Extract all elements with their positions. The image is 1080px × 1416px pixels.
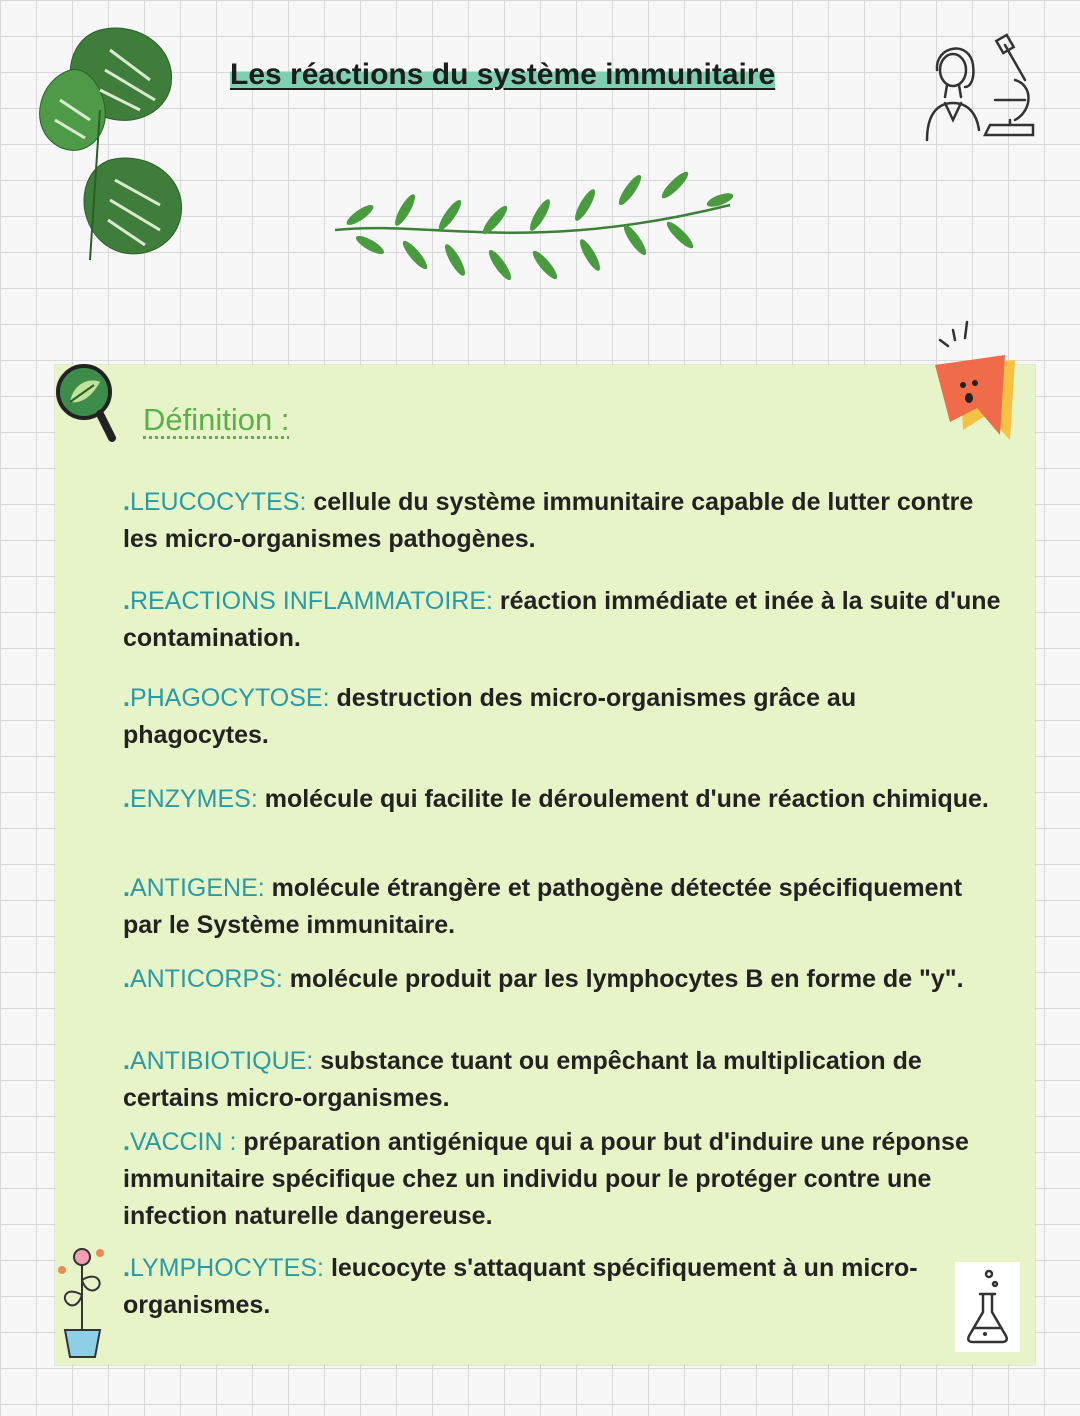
definition-item: .LEUCOCYTES: cellule du système immunitaire capable de lutter contre les micro-organismes pathogènes. bbox=[123, 488, 974, 553]
definition-item: .ANTICORPS: molécule produit par les lymphocytes B en forme de "y". bbox=[123, 965, 964, 993]
definition-text: molécule étrangère et pathogène détectée spécifiquement par le Système immunitaire. bbox=[123, 874, 963, 939]
definition-text: substance tuant ou empêchant la multiplication de certains micro-organismes. bbox=[123, 1047, 922, 1112]
definition-text: molécule produit par les lymphocytes B en forme de "y". bbox=[289, 965, 964, 993]
flask-icon bbox=[955, 1262, 1020, 1352]
surprised-bookmark-icon bbox=[915, 310, 1025, 450]
definition-term: LYMPHOCYTES bbox=[129, 1254, 318, 1282]
definition-item: .ANTIGENE: molécule étrangère et pathogène détectée spécifiquement par le Système immunitaire. bbox=[123, 874, 963, 939]
potted-flower-icon bbox=[50, 1235, 115, 1360]
monstera-leaf-icon bbox=[30, 10, 190, 270]
page-title: Les réactions du système immunitaire bbox=[230, 58, 776, 91]
definition-item: .ANTIBIOTIQUE: substance tuant ou empêchant la multiplication de certains micro-organismes. bbox=[123, 1047, 922, 1112]
definition-text: destruction des micro-organismes grâce au phagocytes. bbox=[123, 684, 857, 749]
definition-text: réaction immédiate et inée à la suite d'une contamination. bbox=[123, 587, 1001, 652]
definition-item: .REACTIONS INFLAMMATOIRE: réaction immédiate et inée à la suite d'une contamination. bbox=[123, 587, 1001, 652]
definition-term: ENZYMES bbox=[129, 785, 251, 813]
definition-term: PHAGOCYTOSE bbox=[129, 684, 323, 712]
definition-item: .VACCIN : préparation antigénique qui a pour but d'induire une réponse immunitaire spécifique chez un individu pour le protéger contre une infection naturelle dangereuse. bbox=[123, 1128, 969, 1230]
definition-text: cellule du système immunitaire capable de lutter contre les micro-organismes pathogènes. bbox=[123, 488, 974, 553]
definition-term: LEUCOCYTES bbox=[129, 488, 300, 516]
definition-term: VACCIN bbox=[129, 1128, 223, 1156]
definition-term: ANTIBIOTIQUE bbox=[129, 1047, 307, 1075]
definition-item: .ENZYMES: molécule qui facilite le déroulement d'une réaction chimique. bbox=[123, 785, 989, 813]
definition-term: REACTIONS INFLAMMATOIRE bbox=[129, 587, 487, 615]
scientist-microscope-icon bbox=[915, 25, 1040, 150]
magnifier-leaf-icon bbox=[52, 360, 122, 445]
definition-text: leucocyte s'attaquant spécifiquement à un micro-organismes. bbox=[123, 1254, 918, 1319]
definition-text: préparation antigénique qui a pour but d'induire une réponse immunitaire spécifique chez un individu pour le protéger contre une infection naturelle dangereuse. bbox=[123, 1128, 969, 1230]
definition-heading: Définition : bbox=[143, 402, 290, 437]
leafy-branch-icon bbox=[330, 160, 740, 300]
definition-text: molécule qui facilite le déroulement d'une réaction chimique. bbox=[264, 785, 989, 813]
definition-item: .LYMPHOCYTES: leucocyte s'attaquant spécifiquement à un micro-organismes. bbox=[123, 1254, 918, 1319]
definition-term: ANTIGENE bbox=[129, 874, 258, 902]
definition-term: ANTICORPS bbox=[129, 965, 276, 993]
definition-item: .PHAGOCYTOSE: destruction des micro-organismes grâce au phagocytes. bbox=[123, 684, 857, 749]
